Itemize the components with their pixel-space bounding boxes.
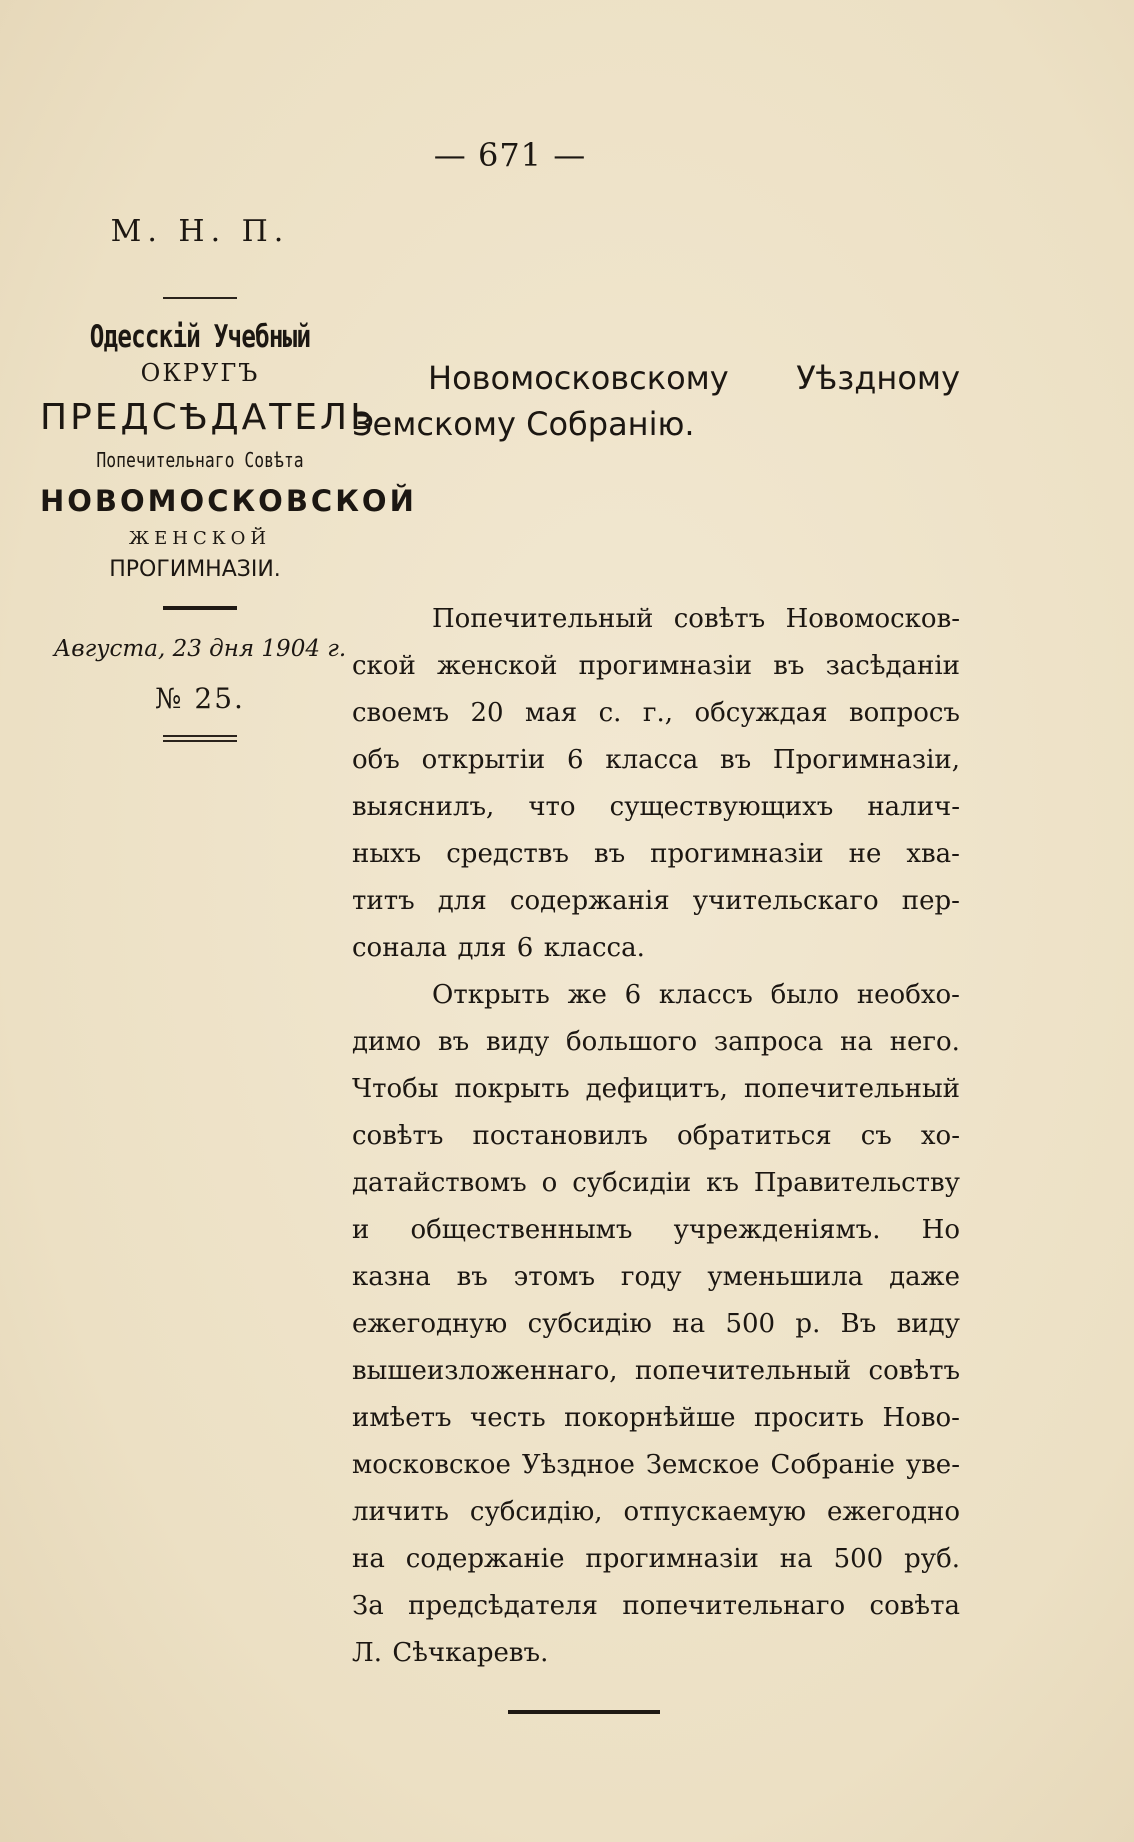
body-line: [352, 784, 960, 831]
chairman-title: ПРЕДСѢДАТЕЛЬ: [40, 397, 378, 438]
body-word: въ: [593, 839, 626, 869]
body-word: совѣтъ: [673, 604, 766, 634]
body-word: съ: [860, 1121, 892, 1151]
body-word: субсидію,: [469, 1497, 603, 1527]
body-word: въ: [773, 651, 805, 681]
body-word: для: [437, 886, 487, 916]
body-word: казна: [352, 1262, 431, 1292]
body-word: него.: [889, 1027, 960, 1057]
body-word: предсѣдателя: [408, 1591, 598, 1621]
body-word: на: [672, 1309, 706, 1339]
body-word: прогимназіи: [650, 839, 824, 869]
body-word: большого: [566, 1027, 698, 1057]
document-date: Августа, 23 дня 1904 г.: [53, 636, 347, 662]
school-type: ЖЕНСКОЙ: [128, 528, 272, 549]
body-word: Но: [921, 1215, 960, 1245]
body-word: попечительный: [635, 1356, 852, 1386]
body-word: р.: [795, 1309, 821, 1339]
body-word: о: [541, 1168, 558, 1198]
body-word: Новомосков-: [785, 604, 960, 634]
body-word: хо-: [920, 1121, 960, 1151]
body-word: субсидію: [527, 1309, 652, 1339]
body-word: въ: [456, 1262, 488, 1292]
body-word: вышеизложеннаго,: [352, 1356, 618, 1386]
body-word: уве-: [905, 1450, 960, 1480]
body-line: [352, 972, 960, 1019]
board-name: Попечительнаго Совѣта: [96, 448, 304, 472]
body-word: покрыть: [454, 1074, 570, 1104]
body-word: на: [840, 1027, 873, 1057]
body-word: содержаніе: [405, 1544, 565, 1574]
body-word: пер-: [901, 886, 960, 916]
body-line: [352, 1536, 960, 1583]
body-word: 6: [516, 933, 534, 963]
ministry-abbreviation: М. Н. П.: [110, 214, 290, 249]
body-word: 20: [470, 698, 504, 728]
body-word: имѣетъ: [352, 1403, 452, 1433]
body-line: [352, 1348, 960, 1395]
body-word: виду: [896, 1309, 960, 1339]
body-word: общественнымъ: [410, 1215, 633, 1245]
body-word: же: [567, 980, 607, 1010]
body-word: содержанія: [509, 886, 670, 916]
body-word: Ново-: [882, 1403, 960, 1433]
body-word: прогимназіи: [578, 651, 753, 681]
body-word: честь: [470, 1403, 546, 1433]
body-word: Земское: [645, 1450, 760, 1480]
signature-line: [352, 1583, 960, 1630]
body-word: ныхъ: [352, 839, 422, 869]
body-word: личить: [352, 1497, 449, 1527]
body-word: не: [848, 839, 882, 869]
body-word: Уѣздное: [521, 1450, 635, 1480]
body-word: средствъ: [446, 839, 569, 869]
body-word: 6: [567, 745, 584, 775]
body-word: руб.: [904, 1544, 960, 1574]
body-word: 500: [725, 1309, 776, 1339]
divider-rule-bold: [163, 606, 237, 610]
body-line: [352, 1395, 960, 1442]
body-word: Чтобы: [352, 1074, 439, 1104]
body-word: Попечительный: [432, 604, 654, 634]
body-word: с.: [598, 698, 622, 728]
letter-body: [352, 596, 960, 1677]
body-word: на: [352, 1544, 385, 1574]
body-word: запроса: [713, 1027, 824, 1057]
body-word: было: [770, 980, 840, 1010]
body-word: этомъ: [513, 1262, 596, 1292]
body-word: 500: [833, 1544, 884, 1574]
body-line: [352, 831, 960, 878]
body-word: въ: [719, 745, 752, 775]
body-word: ской: [352, 651, 416, 681]
body-word: мая: [525, 698, 578, 728]
body-word: учрежденіямъ.: [673, 1215, 881, 1245]
body-word: московское: [352, 1450, 511, 1480]
addressee-line-1: [352, 355, 960, 401]
divider-rule: [163, 297, 237, 299]
body-line: [352, 1019, 960, 1066]
body-word: Собраніе: [770, 1450, 895, 1480]
document-number: № 25.: [155, 682, 245, 715]
addressee-word-2: Уѣздному: [796, 359, 960, 397]
body-line: [352, 1301, 960, 1348]
body-word: уменьшила: [707, 1262, 864, 1292]
body-word: совѣтъ: [868, 1356, 960, 1386]
body-word: 6: [624, 980, 642, 1010]
body-word: совѣта: [869, 1591, 960, 1621]
body-word: налич-: [867, 792, 960, 822]
body-word: выяснилъ,: [352, 792, 495, 822]
body-word: необхо-: [856, 980, 960, 1010]
body-word: просить: [754, 1403, 865, 1433]
body-word: сонала: [352, 933, 448, 963]
body-line: [352, 1113, 960, 1160]
addressee-word-1: Новомосковскому: [428, 359, 729, 397]
body-word: субсидіи: [572, 1168, 692, 1198]
body-word: класса: [605, 745, 699, 775]
page-number: — 671 —: [433, 136, 587, 174]
body-word: класса.: [543, 933, 645, 963]
body-line: [352, 1254, 960, 1301]
body-word: классъ: [658, 980, 753, 1010]
body-line: [352, 1489, 960, 1536]
school-level: ПРОГИМНАЗІИ.: [109, 557, 281, 582]
body-word: Открыть: [432, 980, 550, 1010]
body-word: своемъ: [352, 698, 450, 728]
body-word: ежегодно: [827, 1497, 960, 1527]
body-word: виду: [485, 1027, 550, 1057]
addressee: [352, 355, 960, 447]
body-word: что: [528, 792, 576, 822]
body-word: вопросъ: [848, 698, 960, 728]
body-line: [352, 1160, 960, 1207]
body-word: совѣтъ: [352, 1121, 444, 1151]
body-word: Въ: [840, 1309, 877, 1339]
body-word: открытіи: [421, 745, 546, 775]
body-word: существующихъ: [609, 792, 834, 822]
body-word: на: [779, 1544, 813, 1574]
body-line: [352, 878, 960, 925]
body-line: [352, 596, 960, 643]
body-line: [352, 925, 960, 972]
body-word: году: [620, 1262, 682, 1292]
body-word: Прогимназіи,: [772, 745, 960, 775]
body-word: попечительный: [743, 1074, 960, 1104]
body-word: дефицитъ,: [585, 1074, 728, 1104]
body-word: хва-: [906, 839, 960, 869]
body-line: [352, 1442, 960, 1489]
body-word: учительскаго: [692, 886, 879, 916]
body-word: ежегодную: [352, 1309, 508, 1339]
body-word: титъ: [352, 886, 415, 916]
body-word: отпускаемую: [623, 1497, 807, 1527]
body-line: [352, 643, 960, 690]
body-word: и: [352, 1215, 370, 1245]
body-word: засѣданіи: [825, 651, 960, 681]
body-word: къ: [706, 1168, 739, 1198]
body-line: [352, 1207, 960, 1254]
body-word: обратиться: [677, 1121, 832, 1151]
closing-rule: [508, 1710, 660, 1714]
body-word: объ: [352, 745, 400, 775]
body-word: димо: [352, 1027, 422, 1057]
body-line: [352, 1066, 960, 1113]
divider-double-rule: [163, 735, 237, 742]
body-word: даже: [889, 1262, 960, 1292]
body-line: [352, 690, 960, 737]
body-word: для: [457, 933, 507, 963]
addressee-line-2: Земскому Собранію.: [352, 405, 695, 443]
district-name: Одесскій Учебный: [89, 319, 311, 355]
body-word: въ: [438, 1027, 470, 1057]
body-word: г.,: [642, 698, 674, 728]
body-word: Правительству: [753, 1168, 960, 1198]
body-word: Сѣчкаревъ.: [392, 1638, 549, 1668]
body-word: обсуждая: [694, 698, 828, 728]
body-line: [352, 737, 960, 784]
district-word: ОКРУГЪ: [140, 359, 260, 387]
body-word: женской: [436, 651, 558, 681]
body-word: За: [352, 1591, 384, 1621]
body-word: прогимназіи: [585, 1544, 759, 1574]
school-name: НОВОМОСКОВСКОЙ: [40, 484, 417, 518]
body-word: покорнѣйше: [564, 1403, 736, 1433]
body-word: постановилъ: [472, 1121, 648, 1151]
body-word: датайствомъ: [352, 1168, 527, 1198]
body-word: Л.: [352, 1638, 382, 1668]
body-word: попечительнаго: [622, 1591, 846, 1621]
signatory-name: [352, 1630, 960, 1677]
